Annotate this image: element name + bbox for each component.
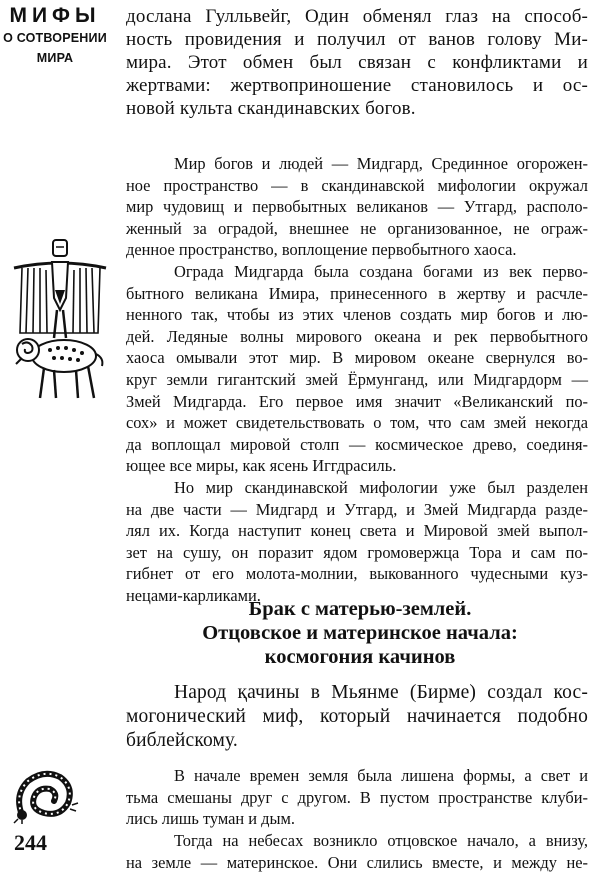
text-line: зет на сушу, он поразит ядом громовержца Тора и сам по- xyxy=(126,542,588,562)
text-line: на земле — материнское. Они слились вместе, и между не- xyxy=(126,852,588,872)
text-line: мира. Этот обмен был связан с конфликтами и xyxy=(126,52,588,73)
text-line: Ограда Мидгарда была создана богами из век перво- xyxy=(174,262,588,281)
text-line: новой культа скандинавских богов. xyxy=(126,98,416,119)
text-line: дослана Гулльвейг, Один обменял глаз на способ- xyxy=(126,6,588,27)
paragraph-beginning xyxy=(126,765,588,830)
text-line: дей. Ледяные волны мирового океана и рек первобытного xyxy=(126,326,588,346)
text-line: ное пространство — в скандинавской мифологии окружал xyxy=(126,175,588,195)
text-line: лял их. Когда наступит конец света и Мировой змей выпол- xyxy=(126,521,588,541)
heading-line: Брак с матерью-землей. xyxy=(248,598,472,620)
text-line: Мир богов и людей — Мидгард, Срединное огорожен- xyxy=(174,154,588,173)
text-line: Змей Мидгарда. Его первое имя значит «Великанский по- xyxy=(126,391,588,411)
page-number: 244 xyxy=(14,830,47,855)
text-line: ненного так, чтобы из этих членов создать мир богов и лю- xyxy=(126,305,588,325)
text-line: круг земли гигантский змей Ёрмунганд, или Мидгардорм — xyxy=(126,369,588,389)
text-line: бытного великана Имира, принесенного в жертву и расчле- xyxy=(126,283,588,303)
text-line: Тогда на небесах возникло отцовское начало, а внизу, xyxy=(174,831,588,850)
text-line: ющее все миры, как ясень Иггдрасиль. xyxy=(126,456,397,476)
continuation-paragraph xyxy=(126,5,588,120)
figure-on-ram-illustration xyxy=(10,238,110,403)
running-header-title: МИФЫ xyxy=(9,4,101,27)
paragraph-midgard xyxy=(126,153,588,261)
text-line: денное пространство, воплощение первобытного хаоса. xyxy=(126,240,517,260)
paragraph-principles xyxy=(126,830,588,873)
section-heading xyxy=(160,597,560,669)
paragraph-kachin-intro xyxy=(126,681,588,753)
text-line: тьма смешаны друг с другом. В пустом пространстве клуби- xyxy=(126,787,588,807)
text-line: Но мир скандинавской мифологии уже был разделен xyxy=(174,478,588,497)
paragraph-world-division xyxy=(126,477,588,607)
text-line: нецами-карликами. xyxy=(126,585,261,605)
text-line: мир чудовищ и первобытных великанов — Утгард, располо- xyxy=(126,197,588,217)
text-line: женный за оградой, внешнее не организованное, не ограж- xyxy=(126,218,588,238)
text-line: да воплощал мировой столп — космическое древо, соединя- xyxy=(126,434,588,454)
text-line: сох» и может свидетельствовать о том, что сам змей некогда xyxy=(126,413,588,433)
running-header xyxy=(0,4,110,68)
text-line: библейскому. xyxy=(126,730,238,751)
text-line: могонический миф, который начинается подобно xyxy=(126,706,588,727)
serpent-illustration xyxy=(12,765,82,825)
text-line: хаоса омывали этот мир. В мировом океане свернулся во- xyxy=(126,348,588,368)
text-line: жертвами: жертвоприношение становилось и ос- xyxy=(126,75,588,96)
heading-line: космогония качинов xyxy=(264,646,456,668)
text-line: Народ қачины в Мьянме (Бирме) создал кос- xyxy=(174,682,588,703)
paragraph-midgard-fence xyxy=(126,261,588,477)
heading-line: Отцовское и материнское начала: xyxy=(202,622,518,644)
text-line: гибнет от его молота-молнии, выкованного чудесными куз- xyxy=(126,564,588,584)
text-line: лись лишь туман и дым. xyxy=(126,809,295,829)
text-line: ность провидения и получил от ванов голову Ми- xyxy=(126,29,588,50)
running-header-subtitle-2: МИРА xyxy=(36,51,74,65)
running-header-subtitle-1: О СОТВОРЕНИИ xyxy=(3,31,107,45)
text-line: на две части — Мидгард и Утгард, и Змей Мидгарда разде- xyxy=(126,499,588,519)
text-line: В начале времен земля была лишена формы, а свет и xyxy=(174,766,588,785)
